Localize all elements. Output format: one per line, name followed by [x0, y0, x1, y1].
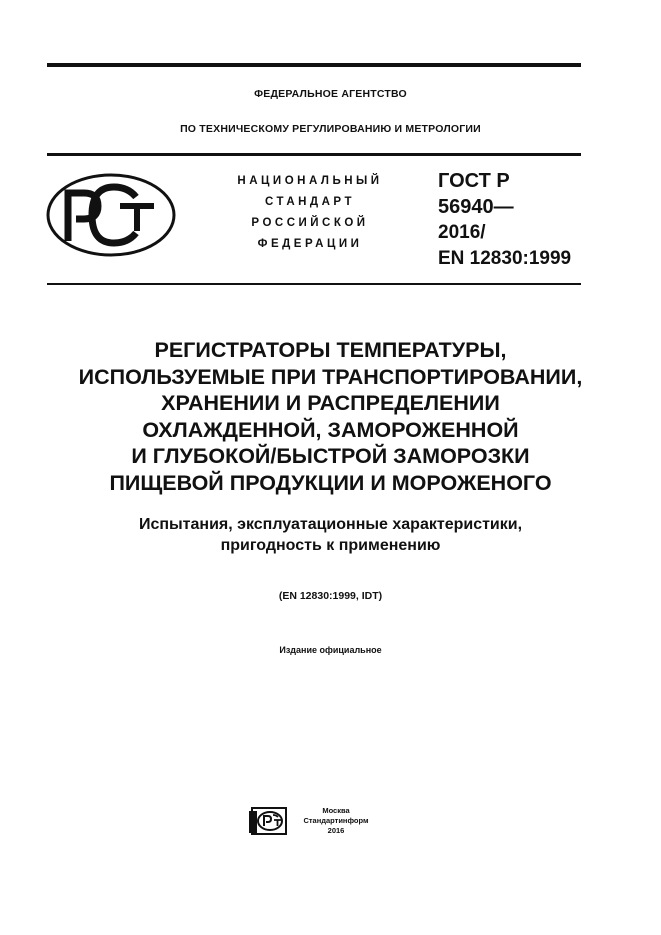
publisher-block — [296, 806, 376, 836]
national-standard-block — [200, 171, 420, 255]
agency-name-line2: ПО ТЕХНИЧЕСКОМУ РЕГУЛИРОВАНИЮ И МЕТРОЛОГИИ — [180, 123, 481, 135]
national-standard-line: НАЦИОНАЛЬНЫЙ — [237, 175, 383, 187]
designation-line: 2016/ — [438, 222, 486, 243]
subtitle-line: Испытания, эксплуатационные характеристики, — [138, 516, 523, 533]
pct-certification-logo-icon — [46, 173, 176, 257]
standard-designation — [438, 168, 571, 272]
title-line: ИСПОЛЬЗУЕМЫЕ ПРИ ТРАНСПОРТИРОВАНИИ, — [78, 364, 583, 389]
designation-line: 56940— — [438, 196, 514, 218]
title-line: ХРАНЕНИИ И РАСПРЕДЕЛЕНИИ — [161, 391, 500, 415]
national-standard-line: РОССИЙСКОЙ — [251, 217, 369, 229]
designation-line: EN 12830:1999 — [438, 248, 572, 269]
title-line: ОХЛАЖДЕННОЙ, ЗАМОРОЖЕННОЙ — [142, 417, 519, 442]
title-line: РЕГИСТРАТОРЫ ТЕМПЕРАТУРЫ, — [154, 338, 507, 362]
header-bottom-rule — [47, 283, 581, 285]
en-reference: (EN 12830:1999, IDT) — [278, 590, 383, 602]
national-standard-line: СТАНДАРТ — [265, 196, 355, 208]
publisher-year: 2016 — [327, 826, 345, 835]
top-rule — [47, 63, 581, 67]
document-subtitle — [0, 514, 661, 556]
document-title — [0, 337, 661, 496]
header-rule — [47, 153, 581, 156]
publisher-city: Москва — [322, 806, 350, 815]
edition-note: Издание официальное — [279, 645, 382, 655]
designation-line: ГОСТ Р — [438, 170, 510, 192]
standartinform-logo-icon — [248, 807, 288, 835]
title-line: ПИЩЕВОЙ ПРОДУКЦИИ И МОРОЖЕНОГО — [109, 470, 552, 495]
agency-name-line1: ФЕДЕРАЛЬНОЕ АГЕНТСТВО — [254, 88, 407, 100]
national-standard-line: ФЕДЕРАЦИИ — [257, 238, 363, 250]
publisher-name: Стандартинформ — [303, 816, 369, 825]
title-line: И ГЛУБОКОЙ/БЫСТРОЙ ЗАМОРОЗКИ — [131, 444, 530, 468]
subtitle-line: пригодность к применению — [220, 537, 441, 554]
